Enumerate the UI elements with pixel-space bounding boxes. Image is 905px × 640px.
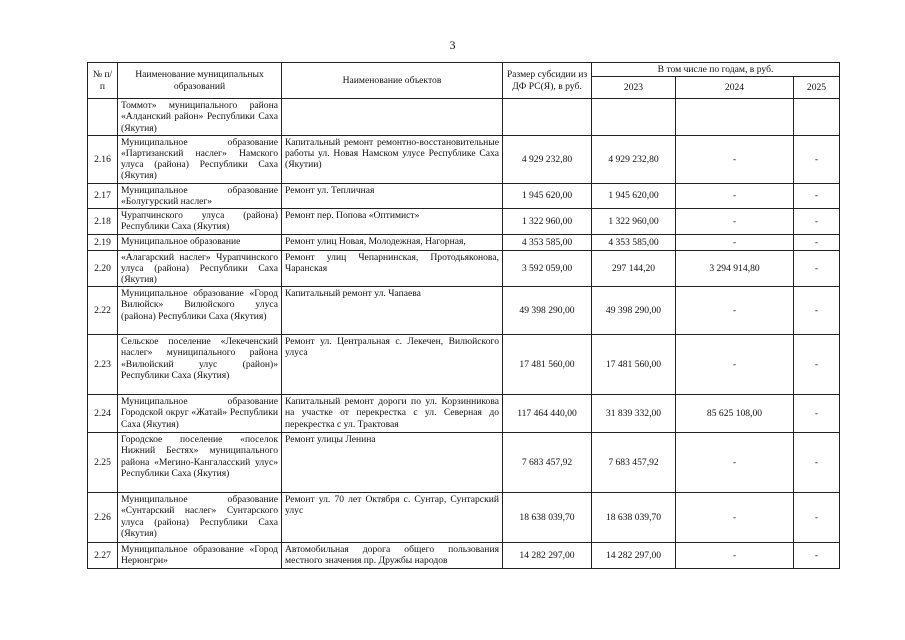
row-num: 2.22 — [88, 287, 118, 335]
row-2024 — [676, 99, 794, 136]
row-2023: 297 144,20 — [592, 250, 676, 287]
row-municipality: «Алагарский наслег» Чурапчинского улуса (района) Республики Саха (Якутия) — [118, 250, 282, 287]
header-year-2023: 2023 — [592, 77, 676, 99]
row-2025: - — [794, 287, 840, 335]
row-municipality: Муниципальное образование «Болугурский наслег» — [118, 183, 282, 208]
row-2024: - — [676, 183, 794, 208]
row-object: Капитальный ремонт ремонтно-восстановительные работы ул. Новая Намском улусе Республике Саха (Якутии) — [282, 135, 503, 183]
row-2025: - — [794, 183, 840, 208]
row-subsidy: 4 929 232,80 — [503, 135, 592, 183]
row-2024: - — [676, 135, 794, 183]
row-subsidy: 49 398 290,00 — [503, 287, 592, 335]
row-2025: - — [794, 234, 840, 250]
row-subsidy: 1 322 960,00 — [503, 209, 592, 234]
row-2024: - — [676, 335, 794, 395]
row-municipality: Муниципальное образование «Город Нерюнгри» — [118, 543, 282, 569]
table-row — [88, 183, 840, 208]
row-subsidy — [503, 99, 592, 136]
row-2023: 4 353 585,00 — [592, 234, 676, 250]
row-municipality: Городское поселение «поселок Нижний Бестях» муниципального района «Мегино-Кангаласский улус» Республики Саха (Якутия) — [118, 433, 282, 493]
row-2023: 1 945 620,00 — [592, 183, 676, 208]
row-2023 — [592, 99, 676, 136]
row-2023: 1 322 960,00 — [592, 209, 676, 234]
row-subsidy: 3 592 059,00 — [503, 250, 592, 287]
table-row — [88, 433, 840, 493]
header-object: Наименование объектов — [282, 63, 503, 99]
row-2024: - — [676, 287, 794, 335]
row-subsidy: 117 464 440,00 — [503, 395, 592, 433]
row-2023: 49 398 290,00 — [592, 287, 676, 335]
row-municipality: Муниципальное образование — [118, 234, 282, 250]
row-municipality: Сельское поселение «Лекеченский наслег» муниципального района «Вилюйский улус (район)» Республики Саха (Якутия) — [118, 335, 282, 395]
row-object: Ремонт ул. Центральная с. Лекечен, Вилюйского улуса — [282, 335, 503, 395]
subsidy-table — [87, 62, 840, 569]
row-num: 2.19 — [88, 234, 118, 250]
header-year-2024: 2024 — [676, 77, 794, 99]
row-municipality: Томмот» муниципального района «Алданский район» Республики Саха (Якутия) — [118, 99, 282, 136]
header-by-years: В том числе по годам, в руб. — [592, 63, 840, 77]
row-num: 2.18 — [88, 209, 118, 234]
row-num: 2.16 — [88, 135, 118, 183]
row-num: 2.26 — [88, 493, 118, 543]
row-2023: 17 481 560,00 — [592, 335, 676, 395]
row-subsidy: 7 683 457,92 — [503, 433, 592, 493]
header-municipality: Наименование муниципальных образований — [118, 63, 282, 99]
row-object: Капитальный ремонт дороги по ул. Корзинникова на участке от перекрестка с ул. Северная до перекрестка с ул. Трактовая — [282, 395, 503, 433]
table-row — [88, 99, 840, 136]
row-2024: 85 625 108,00 — [676, 395, 794, 433]
row-object: Ремонт улиц Новая, Молодежная, Нагорная, — [282, 234, 503, 250]
table-row — [88, 234, 840, 250]
row-subsidy: 4 353 585,00 — [503, 234, 592, 250]
row-num — [88, 99, 118, 136]
row-2025: - — [794, 395, 840, 433]
row-object: Ремонт улицы Ленина — [282, 433, 503, 493]
row-municipality: Муниципальное образование «Сунтарский наслег» Сунтарского улуса (района) Республики Саха (Якутия) — [118, 493, 282, 543]
table-row — [88, 395, 840, 433]
row-2023: 7 683 457,92 — [592, 433, 676, 493]
header-subsidy: Размер субсидии из ДФ РС(Я), в руб. — [503, 63, 592, 99]
row-subsidy: 14 282 297,00 — [503, 543, 592, 569]
row-2025 — [794, 99, 840, 136]
row-object: Ремонт ул. Тепличная — [282, 183, 503, 208]
header-num: № п/п — [88, 63, 118, 99]
row-num: 2.17 — [88, 183, 118, 208]
page-number: 3 — [449, 38, 456, 52]
row-2024: 3 294 914,80 — [676, 250, 794, 287]
row-2023: 18 638 039,70 — [592, 493, 676, 543]
row-2023: 14 282 297,00 — [592, 543, 676, 569]
row-2025: - — [794, 250, 840, 287]
table-row — [88, 250, 840, 287]
row-2025: - — [794, 543, 840, 569]
row-2024: - — [676, 493, 794, 543]
table-row — [88, 335, 840, 395]
row-2024: - — [676, 433, 794, 493]
row-num: 2.25 — [88, 433, 118, 493]
row-object: Капитальный ремонт ул. Чапаева — [282, 287, 503, 335]
row-2025: - — [794, 433, 840, 493]
row-municipality: Чурапчинского улуса (района) Республики Саха (Якутия) — [118, 209, 282, 234]
row-object: Ремонт улиц Чепарнинская, Протодьяконова, Чаранская — [282, 250, 503, 287]
header-year-2025: 2025 — [794, 77, 840, 99]
row-num: 2.24 — [88, 395, 118, 433]
row-num: 2.23 — [88, 335, 118, 395]
row-2024: - — [676, 209, 794, 234]
row-object: Автомобильная дорога общего пользования местного значения пр. Дружбы народов — [282, 543, 503, 569]
row-2024: - — [676, 234, 794, 250]
row-municipality: Муниципальное образование «Город Вилюйск» Вилюйского улуса (района) Республики Саха (Якутия) — [118, 287, 282, 335]
table-row — [88, 543, 840, 569]
row-subsidy: 17 481 560,00 — [503, 335, 592, 395]
row-object — [282, 99, 503, 136]
row-2025: - — [794, 335, 840, 395]
row-municipality: Муниципальное образование «Партизанский наслег» Намского улуса (района) Республики Саха (Якутия) — [118, 135, 282, 183]
row-2023: 4 929 232,80 — [592, 135, 676, 183]
row-2025: - — [794, 493, 840, 543]
table-row — [88, 209, 840, 234]
table-row — [88, 287, 840, 335]
row-2025: - — [794, 209, 840, 234]
row-2024: - — [676, 543, 794, 569]
row-municipality: Муниципальное образование Городской округ «Жатай» Республики Саха (Якутия) — [118, 395, 282, 433]
row-subsidy: 1 945 620,00 — [503, 183, 592, 208]
row-2025: - — [794, 135, 840, 183]
table-row — [88, 493, 840, 543]
row-object: Ремонт ул. 70 лет Октября с. Сунтар, Сунтарский улус — [282, 493, 503, 543]
row-num: 2.20 — [88, 250, 118, 287]
row-object: Ремонт пер. Попова «Оптимист» — [282, 209, 503, 234]
table-row — [88, 135, 840, 183]
row-2023: 31 839 332,00 — [592, 395, 676, 433]
row-num: 2.27 — [88, 543, 118, 569]
row-subsidy: 18 638 039,70 — [503, 493, 592, 543]
